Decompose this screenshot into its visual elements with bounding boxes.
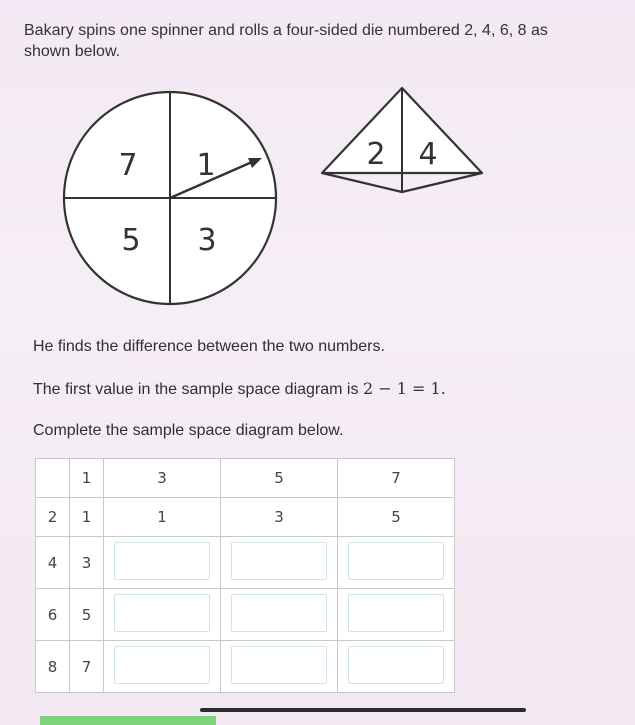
spinner-section-1: 1 (196, 148, 216, 183)
table-cell: 1 (104, 498, 221, 537)
sample-space-table (35, 458, 455, 693)
table-cell: 5 (338, 498, 455, 537)
first-value-math: 2 − 1 = 1. (362, 379, 446, 398)
answer-cell (338, 589, 455, 641)
spinner-section-3: 3 (197, 223, 217, 258)
answer-input[interactable] (231, 542, 327, 580)
spinner (64, 92, 276, 304)
difference-statement: He finds the difference between the two numbers. (33, 338, 385, 355)
answer-input[interactable] (348, 646, 444, 684)
horizontal-scrollbar[interactable] (200, 708, 526, 712)
answer-cell (104, 641, 221, 693)
table-cell: 3 (70, 537, 104, 589)
row-header: 6 (36, 589, 70, 641)
die-face-4: 4 (418, 137, 438, 172)
answer-input[interactable] (348, 594, 444, 632)
question-intro (24, 20, 634, 62)
table-corner-cell (36, 459, 70, 498)
intro-line-2: shown below. (24, 43, 121, 60)
table-row (36, 641, 455, 693)
answer-input[interactable] (348, 542, 444, 580)
table-row (36, 537, 455, 589)
intro-line-1: Bakary spins one spinner and rolls a four-sided die numbered 2, 4, 6, 8 as (24, 22, 548, 39)
answer-cell (221, 537, 338, 589)
table-cell: 5 (70, 589, 104, 641)
row-header: 8 (36, 641, 70, 693)
answer-cell (221, 641, 338, 693)
answer-cell (338, 641, 455, 693)
answer-cell (104, 537, 221, 589)
answer-input[interactable] (231, 646, 327, 684)
column-header: 7 (338, 459, 455, 498)
die-face-2: 2 (366, 137, 386, 172)
answer-input[interactable] (114, 542, 210, 580)
first-value-statement (33, 379, 446, 399)
answer-input[interactable] (114, 646, 210, 684)
table-row (36, 498, 455, 537)
first-value-text: The first value in the sample space diagram is (33, 381, 363, 398)
figures-area (0, 80, 635, 320)
column-header: 3 (104, 459, 221, 498)
table-header-row (36, 459, 455, 498)
answer-cell (221, 589, 338, 641)
answer-input[interactable] (114, 594, 210, 632)
answer-cell (338, 537, 455, 589)
row-header: 2 (36, 498, 70, 537)
four-sided-die (322, 88, 482, 192)
answer-cell (104, 589, 221, 641)
column-header: 1 (70, 459, 104, 498)
spinner-section-7: 7 (118, 148, 138, 183)
table-row (36, 589, 455, 641)
spinner-section-5: 5 (121, 223, 141, 258)
table-cell: 7 (70, 641, 104, 693)
row-header: 4 (36, 537, 70, 589)
answer-input[interactable] (231, 594, 327, 632)
table-cell: 3 (221, 498, 338, 537)
progress-bar (40, 716, 216, 725)
table-cell: 1 (70, 498, 104, 537)
column-header: 5 (221, 459, 338, 498)
complete-instruction: Complete the sample space diagram below. (33, 422, 344, 439)
